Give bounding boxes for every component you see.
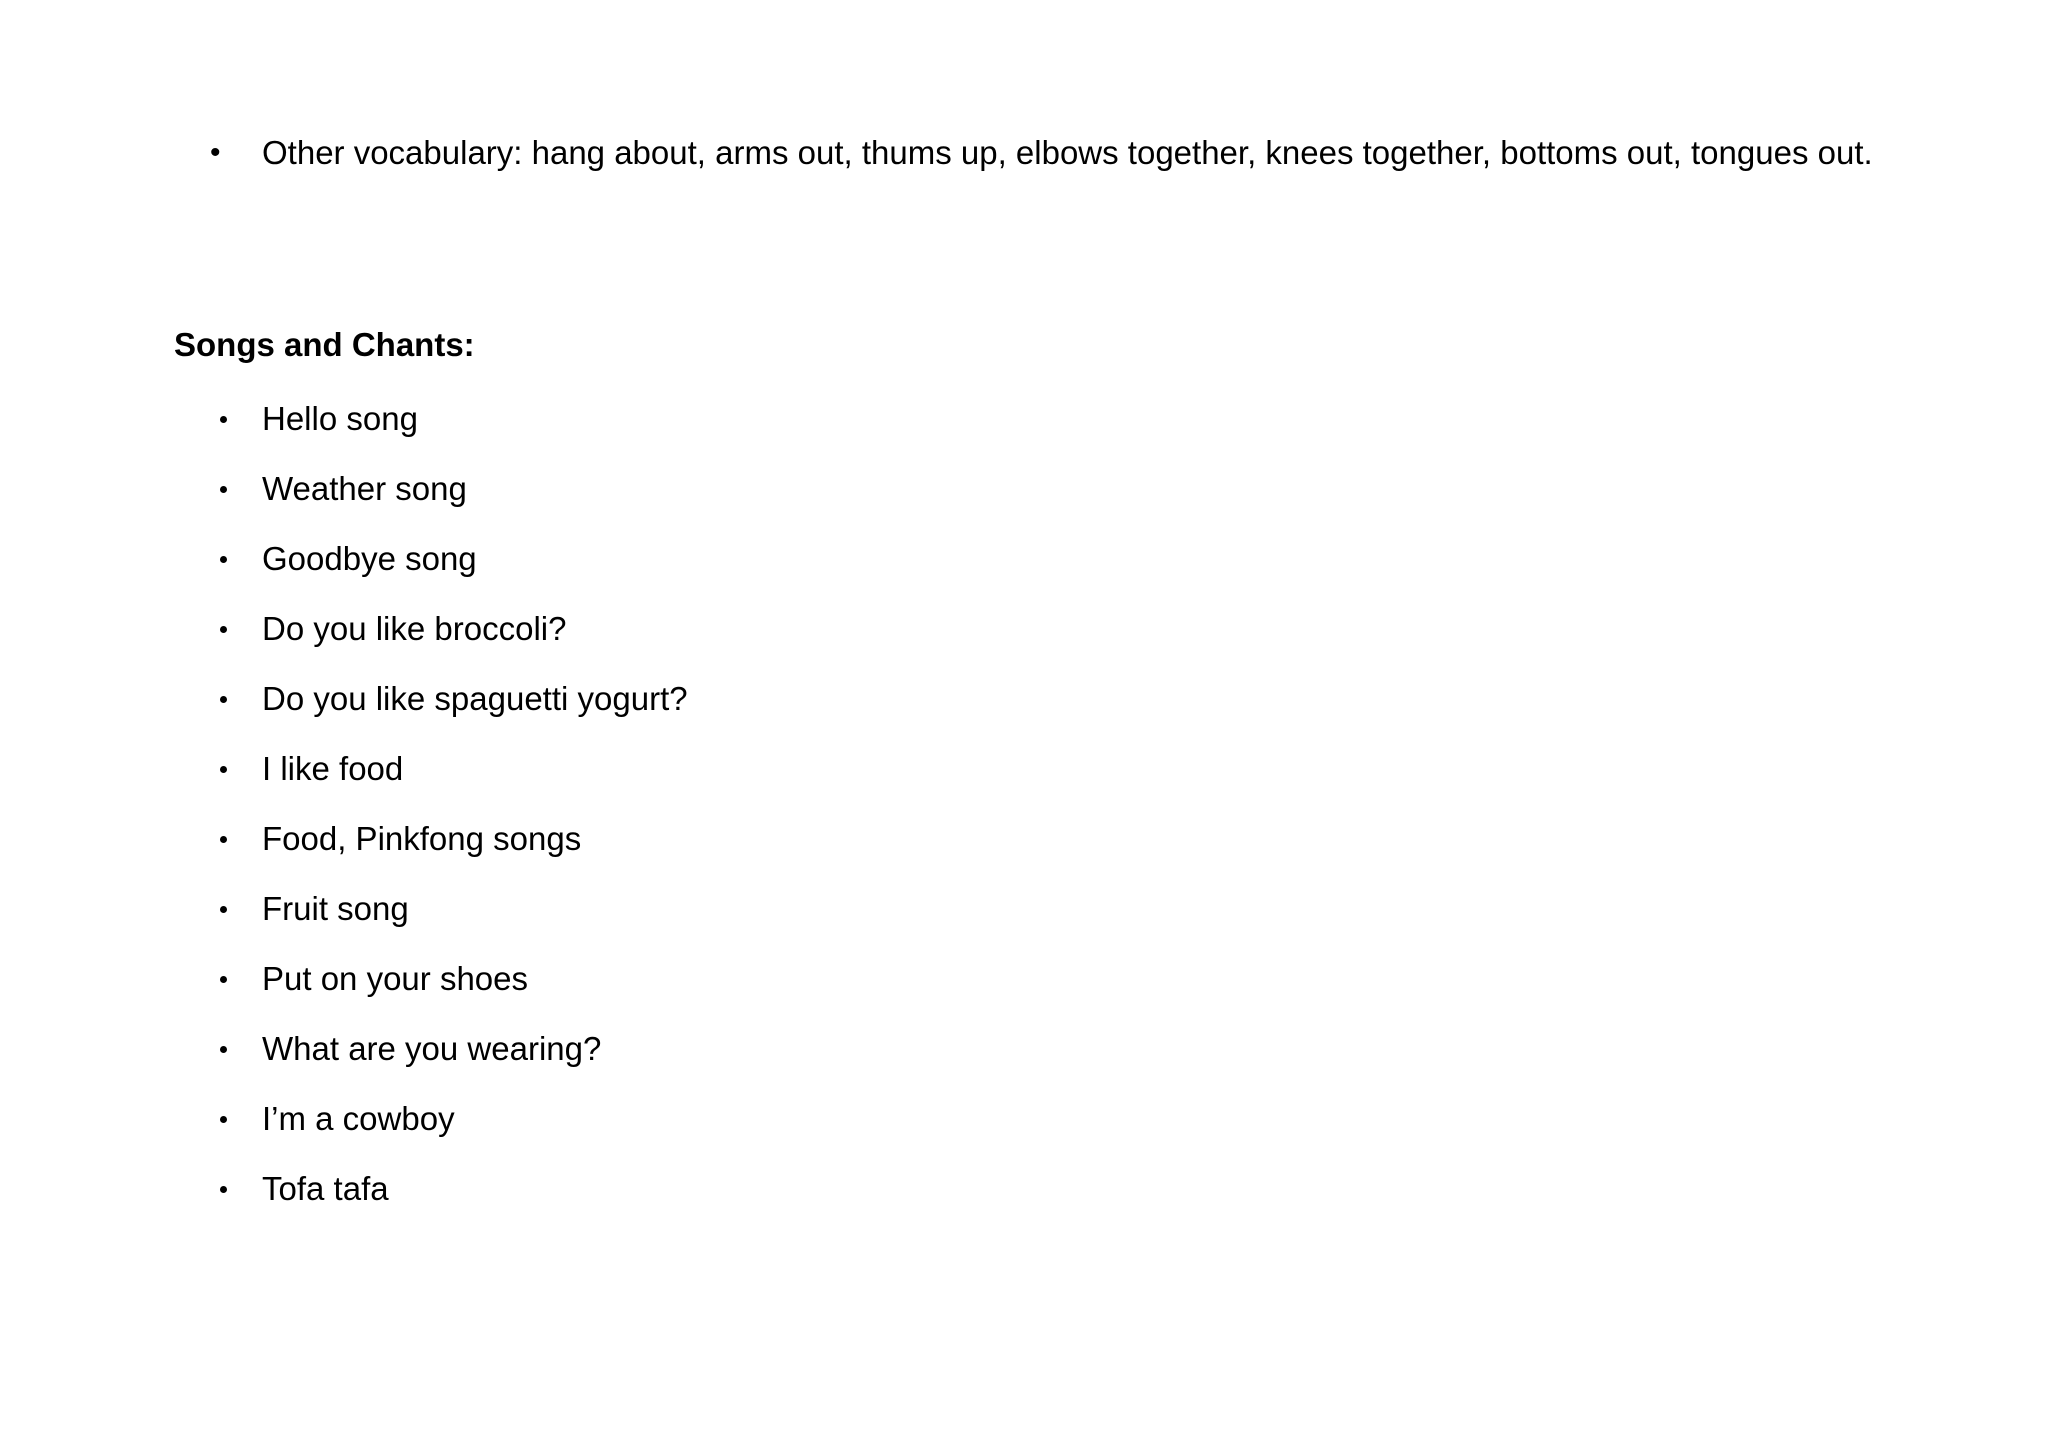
list-item xyxy=(210,679,688,749)
song-title: I like food xyxy=(262,750,404,787)
list-item xyxy=(210,609,688,679)
song-title: Goodbye song xyxy=(262,540,477,577)
bullet-icon: • xyxy=(210,136,221,169)
song-title: Put on your shoes xyxy=(262,960,528,997)
list-item xyxy=(210,749,688,819)
song-title: Tofa tafa xyxy=(262,1170,389,1207)
bullet-icon xyxy=(220,416,227,423)
song-title: Do you like broccoli? xyxy=(262,610,567,647)
songs-list xyxy=(210,399,688,1239)
bullet-icon xyxy=(220,976,227,983)
bullet-icon xyxy=(220,1046,227,1053)
bullet-icon xyxy=(220,1116,227,1123)
bullet-icon xyxy=(220,556,227,563)
song-title: I’m a cowboy xyxy=(262,1100,455,1137)
list-item xyxy=(210,399,688,469)
song-title: Fruit song xyxy=(262,890,409,927)
song-title: Hello song xyxy=(262,400,418,437)
bullet-icon xyxy=(220,906,227,913)
vocabulary-list xyxy=(210,133,1900,173)
bullet-icon xyxy=(220,766,227,773)
bullet-icon xyxy=(220,486,227,493)
song-title: Do you like spaguetti yogurt? xyxy=(262,680,688,717)
list-item xyxy=(210,469,688,539)
list-item xyxy=(210,959,688,1029)
bullet-icon xyxy=(220,1186,227,1193)
bullet-icon xyxy=(220,696,227,703)
list-item xyxy=(210,1169,688,1239)
list-item xyxy=(210,1099,688,1169)
list-item xyxy=(210,539,688,609)
vocabulary-text: Other vocabulary: hang about, arms out, thums up, elbows together, knees together, bottoms out, tongues out. xyxy=(262,134,1873,171)
song-title: Food, Pinkfong songs xyxy=(262,820,582,857)
vocabulary-item xyxy=(210,133,1900,173)
song-title: Weather song xyxy=(262,470,467,507)
bullet-icon xyxy=(220,626,227,633)
list-item xyxy=(210,819,688,889)
list-item xyxy=(210,1029,688,1099)
bullet-icon xyxy=(220,836,227,843)
songs-heading: Songs and Chants: xyxy=(174,326,475,363)
list-item xyxy=(210,889,688,959)
song-title: What are you wearing? xyxy=(262,1030,602,1067)
